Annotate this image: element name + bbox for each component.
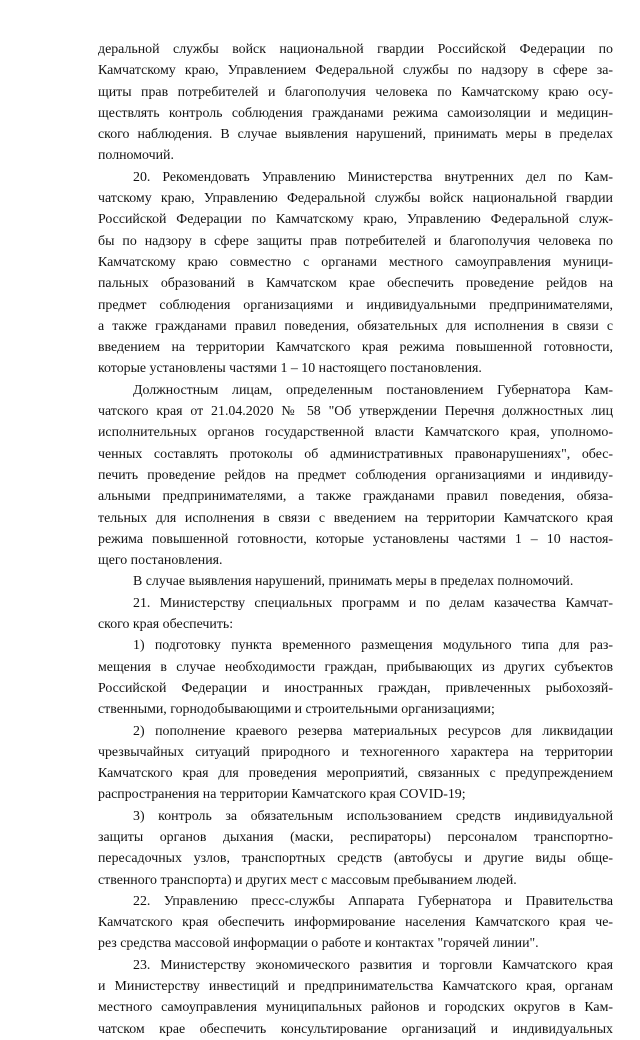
text-line: распространения на территории Камчатского края COVID-19; bbox=[98, 787, 466, 803]
text-line: 23. Министерству экономического развития и торговли Камчатского края bbox=[133, 957, 613, 973]
text-line: Российской Федерации и иностранных граждан, привлеченных рыбохозяй- bbox=[98, 680, 613, 696]
text-line: которые установлены частями 1 – 10 настоящего постановления. bbox=[98, 361, 482, 377]
text-line: чатского края от 21.04.2020 № 58 "Об утверждении Перечня должностных лиц bbox=[98, 404, 613, 420]
text-line: защиты органов дыхания (маски, респираторы) персоналом транспортно- bbox=[98, 829, 613, 845]
text-line: ского наблюдения. В случае выявления нарушений, принимать меры в пределах bbox=[98, 127, 613, 143]
text-line: пальных образований в Камчатском крае обеспечить проведение рейдов на bbox=[98, 276, 613, 292]
text-line: 21. Министерству специальных программ и по делам казачества Камчат- bbox=[133, 595, 613, 611]
text-line: деральной службы войск национальной гвардии Российской Федерации по bbox=[98, 42, 613, 57]
text-line: тельных для исполнения в связи с введением на территории Камчатского края bbox=[98, 510, 613, 526]
text-line: Камчатскому краю совместно с органами местного самоуправления муници- bbox=[98, 254, 613, 270]
text-line: полномочий. bbox=[98, 148, 174, 164]
text-line: В случае выявления нарушений, принимать меры в пределах полномочий. bbox=[133, 574, 574, 590]
text-line: рез средства массовой информации о работе и контактах "горячей линии". bbox=[98, 936, 539, 952]
text-line: Камчатского края обеспечить информирование населения Камчатского края че- bbox=[98, 915, 613, 931]
text-line: Должностным лицам, определенным постановлением Губернатора Кам- bbox=[133, 382, 613, 398]
text-line: 20. Рекомендовать Управлению Министерства внутренних дел по Кам- bbox=[133, 169, 613, 185]
text-line: 2) пополнение краевого резерва материальных ресурсов для ликвидации bbox=[133, 723, 613, 739]
text-line: чатскому краю, Управлению Федеральной службы войск национальной гвардии bbox=[98, 191, 613, 207]
text-line: ченных составлять протоколы об административных правонарушениях", обес- bbox=[98, 446, 613, 462]
text-line: Камчатскому краю, Управлением Федеральной службы по надзору в сфере за- bbox=[98, 63, 613, 79]
text-line: 1) подготовку пункта временного размещения модульного типа для раз- bbox=[133, 638, 613, 654]
text-line: чатском крае обеспечить консультирование организаций и индивидуальных bbox=[98, 1021, 613, 1037]
text-line: пересадочных узлов, транспортных средств (автобусы и другие виды обще- bbox=[98, 851, 613, 867]
text-line: 3) контроль за обязательным использованием средств индивидуальной bbox=[133, 808, 613, 824]
text-line: ственного транспорта) и других мест с массовым пребыванием людей. bbox=[98, 872, 517, 888]
text-line: исполнительных органов государственной власти Камчатского края, уполномо- bbox=[98, 425, 613, 441]
text-line: введением на территории Камчатского края режима повышенной готовности, bbox=[98, 340, 613, 356]
text-line: а также гражданами правил поведения, обязательных для исполнения в связи с bbox=[98, 318, 613, 334]
document-page bbox=[98, 39, 613, 1040]
text-line: и Министерству инвестиций и предпринимательства Камчатского края, органам bbox=[98, 979, 613, 995]
text-line: мещения в случае необходимости граждан, прибывающих из других субъектов bbox=[98, 659, 613, 675]
text-line: ского края обеспечить: bbox=[98, 617, 234, 633]
text-line: чрезвычайных ситуаций природного и техногенного характера на территории bbox=[98, 744, 613, 760]
text-line: альными предпринимателями, а также гражданами правил поведения, обяза- bbox=[98, 489, 613, 505]
text-line: местного самоуправления муниципальных районов и городских округов в Кам- bbox=[98, 1000, 613, 1016]
text-line: щиты прав потребителей и благополучия человека по Камчатскому краю осу- bbox=[98, 84, 613, 100]
text-line: предмет соблюдения организациями и индивидуальными предпринимателями, bbox=[98, 297, 613, 313]
text-line: Камчатского края для проведения мероприятий, связанных с предупреждением bbox=[98, 766, 613, 782]
text-line: щего постановления. bbox=[98, 553, 223, 569]
text-line: Российской Федерации по Камчатскому краю, Управлению Федеральной служ- bbox=[98, 212, 613, 228]
text-line: ществлять контроль соблюдения гражданами режима самоизоляции и медицин- bbox=[98, 105, 613, 121]
text-line: печить проведение рейдов на предмет соблюдения организациями и индивиду- bbox=[98, 467, 613, 483]
text-line: бы по надзору в сфере защиты прав потребителей и благополучия человека по bbox=[98, 233, 613, 249]
text-line: режима повышенной готовности, которые установлены частями 1 – 10 настоя- bbox=[98, 531, 613, 547]
text-line: ственными, горнодобывающими и строительными организациями; bbox=[98, 702, 495, 718]
text-line: 22. Управлению пресс-службы Аппарата Губернатора и Правительства bbox=[133, 893, 613, 909]
